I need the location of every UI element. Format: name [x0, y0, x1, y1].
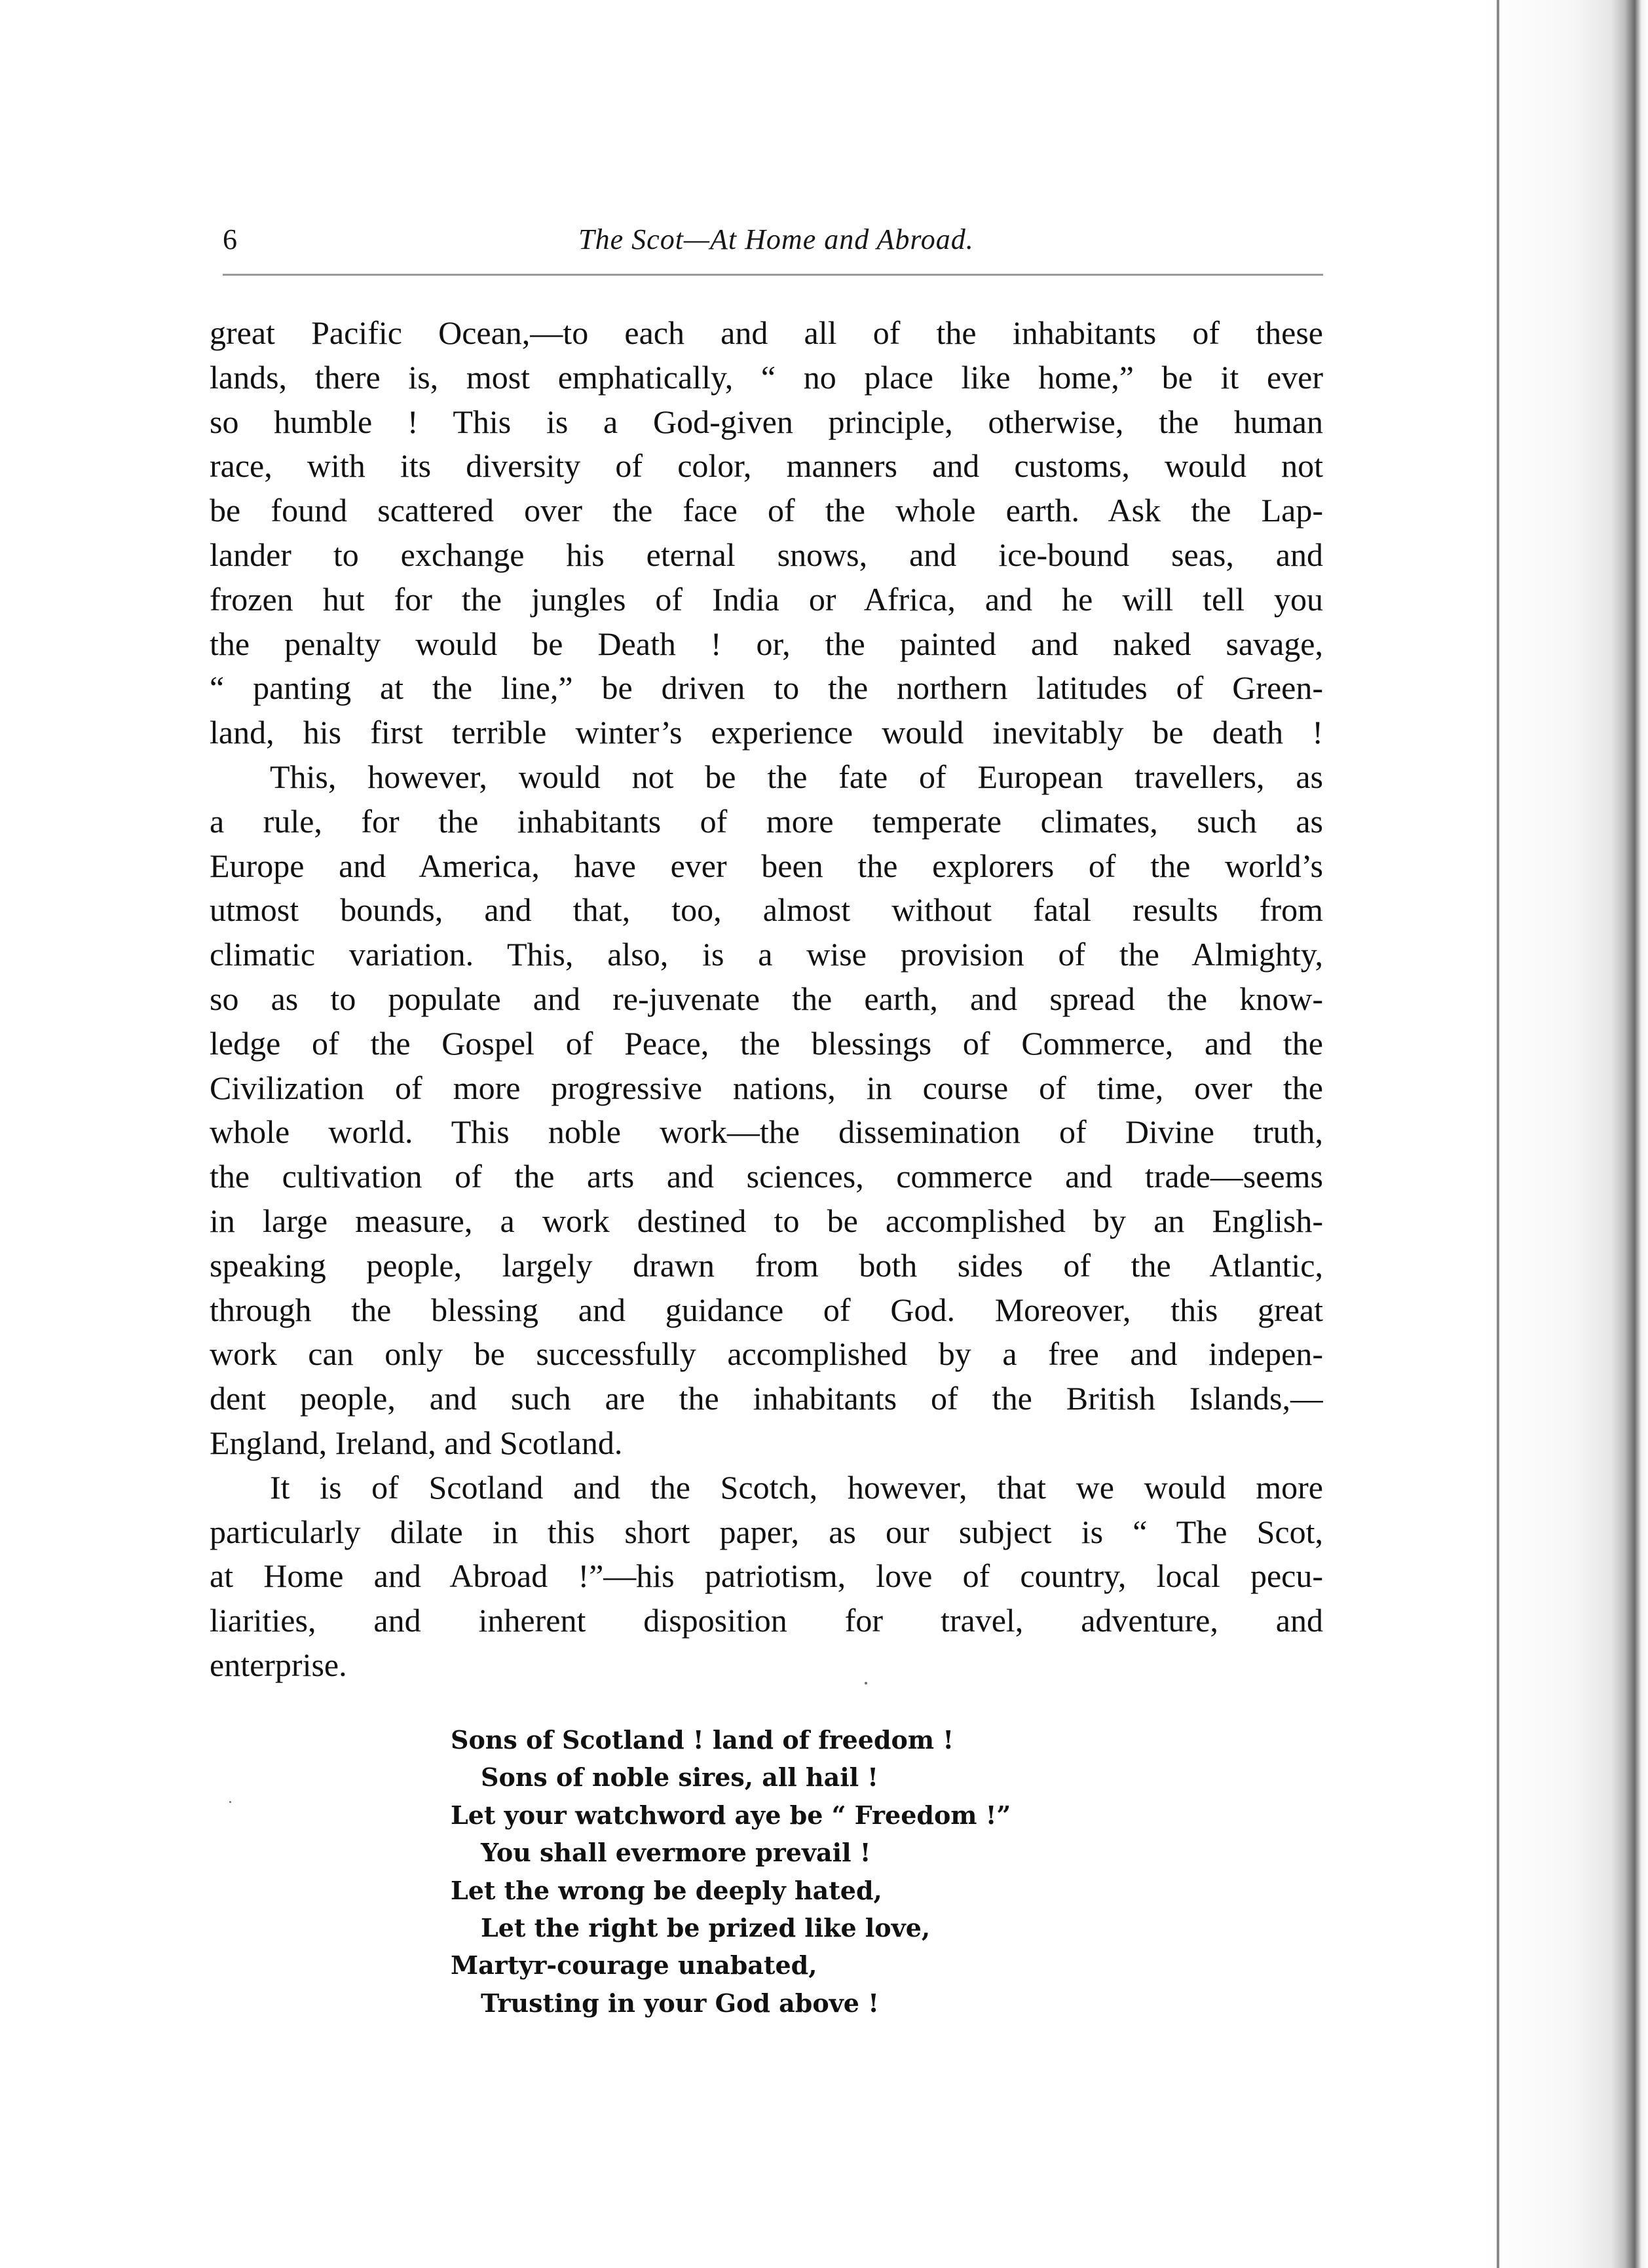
binding-edge — [1497, 0, 1499, 2268]
verse-line: Sons of noble sires, all hail ! — [481, 1762, 878, 1793]
header-rule — [223, 274, 1323, 276]
text-line: the cultivation of the arts and sciences, commerce and trade—seems — [210, 1158, 1323, 1195]
page-number: 6 — [223, 223, 237, 255]
verse-stanza — [451, 1721, 1138, 2022]
text-line: race, with its diversity of color, manners and customs, would not — [210, 447, 1323, 485]
text-line: in large measure, a work destined to be accomplished by an English- — [210, 1202, 1323, 1239]
text-line: England, Ireland, and Scotland. — [210, 1424, 623, 1461]
text-line: great Pacific Ocean,—to each and all of the inhabitants of these — [210, 314, 1323, 351]
text-line: “ panting at the line,” be driven to the northern latitudes of Green- — [210, 669, 1323, 707]
text-line: speaking people, largely drawn from both sides of the Atlantic, — [210, 1246, 1323, 1284]
text-line: frozen hut for the jungles of India or Africa, and he will tell you — [210, 580, 1323, 618]
text-line: lands, there is, most emphatically, “ no place like home,” be it ever — [210, 358, 1323, 396]
verse-line: Let the wrong be deeply hated, — [451, 1875, 882, 1905]
paragraph-start-line: This, however, would not be the fate of European travellers, as — [270, 758, 1323, 795]
text-line: particularly dilate in this short paper, as our subject is “ The Scot, — [210, 1513, 1323, 1550]
text-line: the penalty would be Death ! or, the painted and naked savage, — [210, 625, 1323, 662]
binding-shadow — [1482, 0, 1648, 2268]
text-line: so as to populate and re-juvenate the earth, and spread the know- — [210, 980, 1323, 1017]
verse-line: Martyr-courage unabated, — [451, 1950, 817, 1980]
text-line: liarities, and inherent disposition for travel, adventure, and — [210, 1602, 1323, 1639]
running-title: The Scot—At Home and Abroad. — [578, 223, 974, 255]
paragraph-start-line: It is of Scotland and the Scotch, however, that we would more — [270, 1468, 1323, 1506]
text-line: Europe and America, have ever been the explorers of the world’s — [210, 847, 1323, 884]
text-line: lander to exchange his eternal snows, and ice-bound seas, and — [210, 536, 1323, 573]
text-line: so humble ! This is a God-given principle, otherwise, the human — [210, 403, 1323, 440]
verse-line: Let the right be prized like love, — [481, 1913, 931, 1943]
text-line: utmost bounds, and that, too, almost without fatal results from — [210, 891, 1323, 929]
text-line: through the blessing and guidance of God. Moreover, this great — [210, 1291, 1323, 1328]
body-text — [210, 311, 1323, 1688]
verse-line: Trusting in your God above ! — [481, 1988, 879, 2018]
text-line: land, his first terrible winter’s experience would inevitably be death ! — [210, 714, 1323, 751]
text-line: a rule, for the inhabitants of more temperate climates, such as — [210, 802, 1323, 840]
text-line: work can only be successfully accomplished by a free and indepen- — [210, 1335, 1323, 1373]
text-line: Civilization of more progressive nations, in course of time, over the — [210, 1069, 1323, 1106]
scan-speck — [229, 1801, 231, 1803]
verse-line: Let your watchword aye be “ Freedom !” — [451, 1800, 1011, 1830]
verse-line: You shall evermore prevail ! — [481, 1838, 871, 1868]
text-line: be found scattered over the face of the whole earth. Ask the Lap- — [210, 492, 1323, 529]
text-line: whole world. This noble work—the dissemination of Divine truth, — [210, 1113, 1323, 1151]
verse-line: Sons of Scotland ! land of freedom ! — [451, 1725, 954, 1755]
text-line: ledge of the Gospel of Peace, the blessings of Commerce, and the — [210, 1024, 1323, 1062]
scan-speck — [865, 1682, 867, 1684]
text-line: enterprise. — [210, 1646, 347, 1683]
text-line: dent people, and such are the inhabitants of the British Islands,— — [210, 1380, 1323, 1417]
running-head — [223, 223, 1330, 270]
text-line: climatic variation. This, also, is a wise provision of the Almighty, — [210, 936, 1323, 973]
text-line: at Home and Abroad !”—his patriotism, love of country, local pecu- — [210, 1557, 1323, 1595]
